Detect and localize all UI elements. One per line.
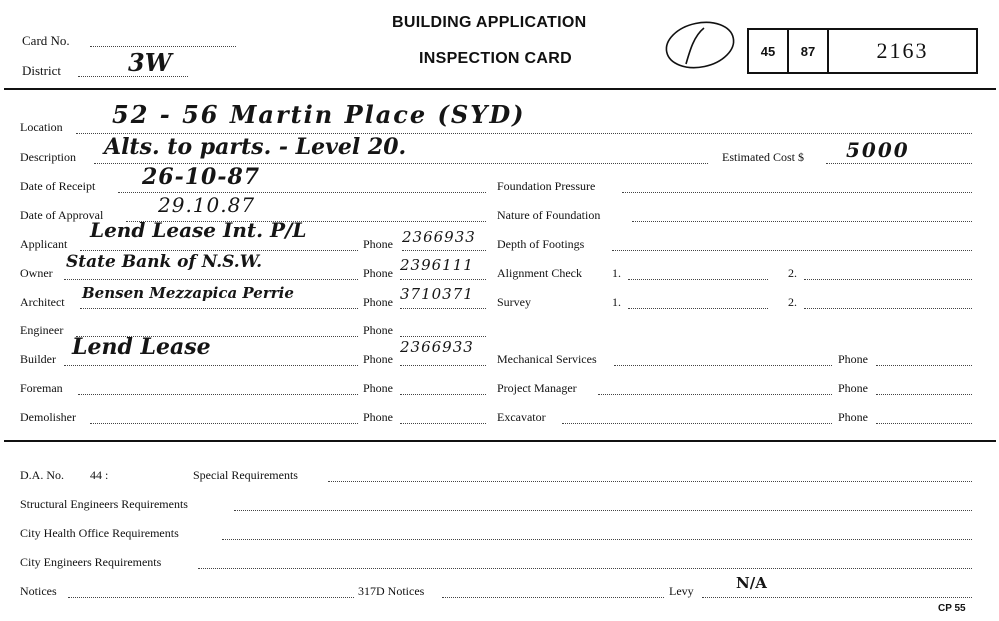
mechanical-label: Mechanical Services (497, 352, 597, 366)
box-b: 87 (789, 30, 829, 72)
excavator-phone-field[interactable] (876, 423, 972, 424)
city-engineers-field[interactable] (198, 568, 972, 569)
engineer-label: Engineer (20, 323, 64, 337)
applicant-phone-value: 2366933 (402, 228, 476, 246)
notices-field[interactable] (68, 597, 354, 598)
applicant-label: Applicant (20, 237, 68, 251)
demolisher-phone-field[interactable] (400, 423, 486, 424)
architect-phone-field[interactable] (400, 308, 486, 309)
card-number: 2163 (876, 38, 929, 63)
survey-2-field[interactable] (804, 308, 972, 309)
engineer-phone-label: Phone (363, 323, 393, 337)
date-approval-value: 29.10.87 (158, 193, 256, 217)
survey-1-label: 1. (612, 295, 621, 309)
owner-field[interactable] (64, 279, 358, 280)
foreman-phone-field[interactable] (400, 394, 486, 395)
estimated-cost-value: 5000 (846, 138, 910, 162)
health-label: City Health Office Requirements (20, 526, 179, 540)
notices-317d-field[interactable] (442, 597, 664, 598)
alignment-1-field[interactable] (628, 279, 768, 280)
project-manager-phone-label: Phone (838, 381, 868, 395)
builder-phone-field[interactable] (400, 365, 486, 366)
engineer-phone-field[interactable] (400, 336, 486, 337)
card-no-label: Card No. (22, 33, 70, 48)
nature-foundation-field[interactable] (632, 221, 972, 222)
excavator-field[interactable] (562, 423, 832, 424)
district-value: 3W (128, 48, 172, 77)
nature-foundation-label: Nature of Foundation (497, 208, 601, 222)
levy-label: Levy (669, 584, 694, 598)
alignment-check-label: Alignment Check (497, 266, 582, 280)
owner-label: Owner (20, 266, 53, 280)
survey-label: Survey (497, 295, 531, 309)
owner-phone-field[interactable] (400, 279, 486, 280)
alignment-2-label: 2. (788, 266, 797, 280)
estimated-cost-field[interactable] (826, 163, 972, 164)
foundation-pressure-label: Foundation Pressure (497, 179, 596, 193)
description-label: Description (20, 150, 76, 164)
city-engineers-label: City Engineers Requirements (20, 555, 162, 569)
demolisher-label: Demolisher (20, 410, 76, 424)
form-title-line1: BUILDING APPLICATION (392, 14, 587, 31)
description-value: Alts. to parts. - Level 20. (104, 134, 407, 160)
date-receipt-label: Date of Receipt (20, 179, 96, 193)
applicant-field[interactable] (80, 250, 358, 251)
builder-phone-value: 2366933 (400, 338, 474, 356)
date-receipt-value: 26-10-87 (142, 164, 261, 190)
alignment-2-field[interactable] (804, 279, 972, 280)
foreman-label: Foreman (20, 381, 63, 395)
applicant-phone-field[interactable] (402, 250, 486, 251)
levy-field[interactable] (702, 597, 972, 598)
mechanical-field[interactable] (614, 365, 832, 366)
demolisher-phone-label: Phone (363, 410, 393, 424)
demolisher-field[interactable] (90, 423, 358, 424)
mechanical-phone-label: Phone (838, 352, 868, 366)
structural-field[interactable] (234, 510, 972, 511)
circled-mark-icon (660, 14, 740, 76)
mechanical-phone-field[interactable] (876, 365, 972, 366)
levy-value: N/A (736, 574, 767, 592)
architect-field[interactable] (80, 308, 358, 309)
owner-phone-label: Phone (363, 266, 393, 280)
notices-317d-label: 317D Notices (358, 584, 425, 598)
box-a: 45 (749, 30, 789, 72)
estimated-cost-label: Estimated Cost $ (722, 150, 804, 164)
project-manager-phone-field[interactable] (876, 394, 972, 395)
architect-phone-label: Phone (363, 295, 393, 309)
depth-footings-field[interactable] (612, 250, 972, 251)
project-manager-label: Project Manager (497, 381, 577, 395)
notices-label: Notices (20, 584, 57, 598)
da-no-value: 44 : (90, 468, 109, 482)
foreman-phone-label: Phone (363, 381, 393, 395)
foreman-field[interactable] (78, 394, 358, 395)
depth-footings-label: Depth of Footings (497, 237, 585, 251)
architect-phone-value: 3710371 (400, 285, 474, 303)
architect-value: Bensen Mezzapica Perrie (82, 284, 294, 302)
builder-field[interactable] (64, 365, 358, 366)
special-requirements-field[interactable] (328, 481, 972, 482)
health-field[interactable] (222, 539, 972, 540)
form-code: CP 55 (938, 603, 966, 614)
excavator-label: Excavator (497, 410, 546, 424)
card-number-box (747, 28, 978, 74)
survey-2-label: 2. (788, 295, 797, 309)
header-divider (4, 88, 996, 90)
project-manager-field[interactable] (598, 394, 832, 395)
form-title-line2: INSPECTION CARD (419, 50, 572, 67)
foundation-pressure-field[interactable] (622, 192, 972, 193)
applicant-value: Lend Lease Int. P/L (90, 218, 307, 242)
applicant-phone-label: Phone (363, 237, 393, 251)
architect-label: Architect (20, 295, 65, 309)
date-approval-label: Date of Approval (20, 208, 104, 222)
builder-value: Lend Lease (72, 334, 211, 360)
alignment-1-label: 1. (612, 266, 621, 280)
district-label: District (22, 63, 61, 78)
owner-phone-value: 2396111 (400, 256, 474, 274)
section-divider (4, 440, 996, 442)
location-value: 52 - 56 Martin Place (SYD) (112, 100, 526, 129)
excavator-phone-label: Phone (838, 410, 868, 424)
survey-1-field[interactable] (628, 308, 768, 309)
special-requirements-label: Special Requirements (193, 468, 298, 482)
location-label: Location (20, 120, 63, 134)
owner-value: State Bank of N.S.W. (66, 252, 263, 272)
builder-label: Builder (20, 352, 56, 366)
builder-phone-label: Phone (363, 352, 393, 366)
card-no-field[interactable] (90, 46, 236, 47)
structural-label: Structural Engineers Requirements (20, 497, 188, 511)
da-no-label: D.A. No. (20, 468, 64, 482)
